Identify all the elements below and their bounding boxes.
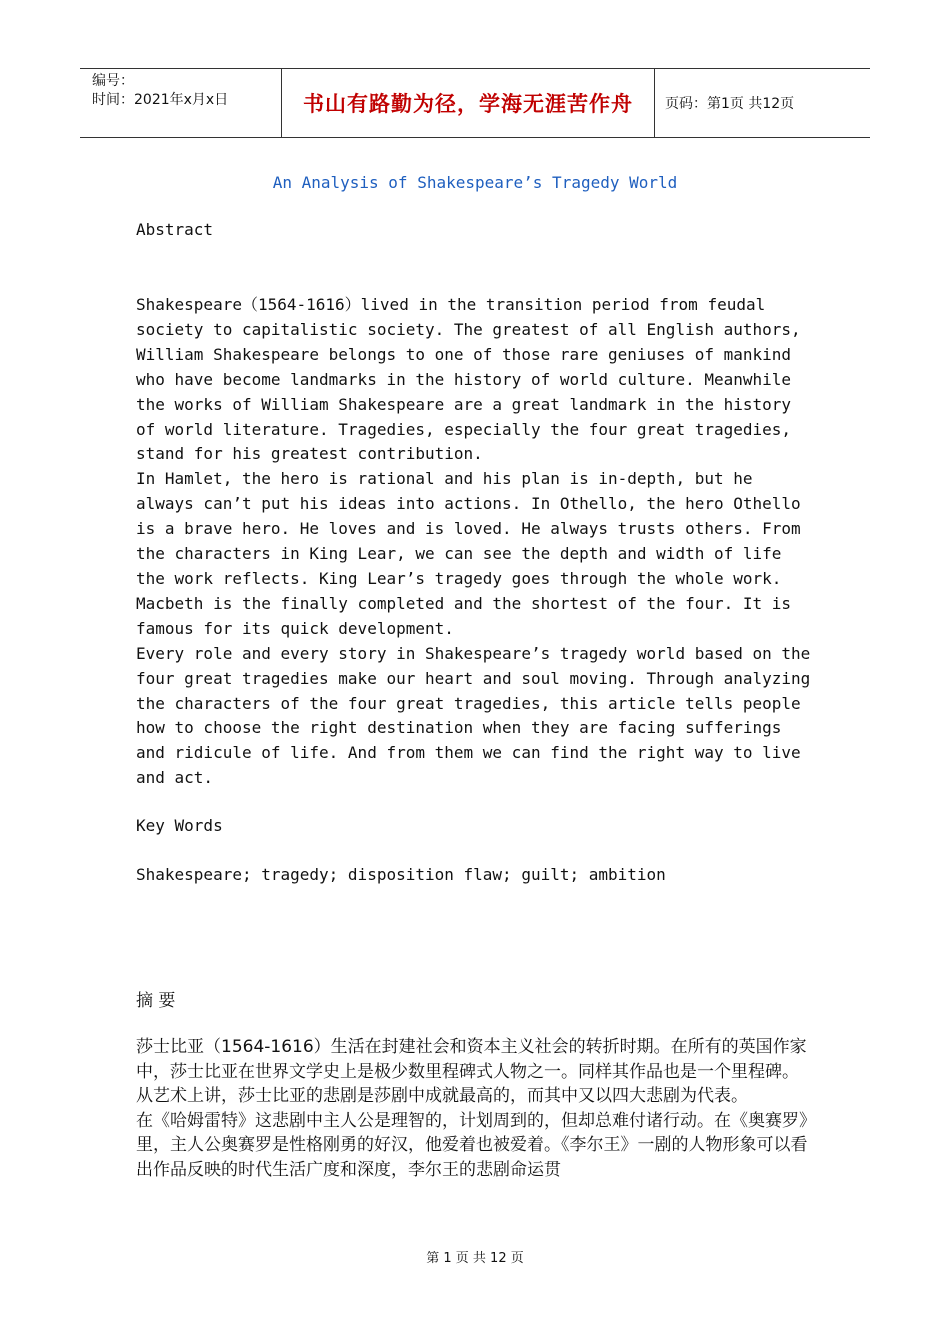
abstract-body bbox=[136, 293, 816, 791]
page-footer: 第 1 页 共 12 页 bbox=[426, 1251, 524, 1266]
header-page-info: 页码：第1页 共12页 bbox=[665, 96, 795, 112]
keywords-text: Shakespeare; tragedy; disposition flaw; guilt; ambition bbox=[136, 865, 666, 884]
header-page-cell bbox=[655, 69, 870, 137]
header-meta-cell bbox=[80, 69, 282, 137]
chinese-abstract-body bbox=[136, 1035, 808, 1183]
keywords-heading: Key Words bbox=[136, 816, 223, 835]
abstract-paragraph: Every role and every story in Shakespeare’s tragedy world based on the four great tragedies make our heart and soul moving. Through analyzing the characters of the four great tragedies, this article tells people how to choose the right destination when they are facing sufferings and ridicule of life. And from them we can find the right way to live and act. bbox=[136, 643, 811, 788]
document-date: 时间：2021年x月x日 bbox=[92, 92, 229, 108]
abstract-paragraph: Shakespeare（1564-1616）lived in the transition period from feudal society to capitalistic society. The greatest of all English authors, William Shakespeare belongs to one of those rare geniuses of mankind who have become landmarks in the history of world culture. Meanwhile the works of William Shakespeare are a great landmark in the history of world literature. Tragedies, especially the four great tragedies, stand for his greatest contribution. bbox=[136, 295, 801, 464]
abstract-paragraph: In Hamlet, the hero is rational and his plan is in-depth, but he always can’t put his ideas into actions. In Othello, the hero Othello is a brave hero. He loves and is loved. He always trusts others. From the characters in King Lear, we can see the depth and width of life the work reflects. King Lear’s tragedy goes through the whole work. Macbeth is the finally completed and the shortest of the four. It is famous for its quick development. bbox=[136, 469, 801, 638]
chinese-abstract-heading: 摘 要 bbox=[136, 991, 176, 1011]
chinese-abstract-paragraph: 在《哈姆雷特》这悲剧中主人公是理智的，计划周到的，但却总难付诸行动。在《奥赛罗》里，主人公奥赛罗是性格刚勇的好汉，他爱着也被爱着。《李尔王》一剧的人物形象可以看出作品反映的时代生活广度和深度，李尔王的悲剧命运贯 bbox=[136, 1110, 808, 1180]
document-title: An Analysis of Shakespeare’s Tragedy World bbox=[272, 173, 678, 192]
header-table bbox=[80, 68, 870, 138]
chinese-abstract-paragraph: 莎士比亚（1564-1616）生活在封建社会和资本主义社会的转折时期。在所有的英国作家中，莎士比亚在世界文学史上是极少数里程碑式人物之一。同样其作品也是一个里程碑。从艺术上讲，莎士比亚的悲剧是莎剧中成就最高的，而其中又以四大悲剧为代表。 bbox=[136, 1037, 807, 1107]
header-motto: 书山有路勤为径，学海无涯苦作舟 bbox=[303, 92, 633, 116]
header-motto-cell bbox=[282, 69, 655, 137]
abstract-heading: Abstract bbox=[136, 220, 214, 239]
document-number-label: 编号： bbox=[92, 73, 134, 89]
